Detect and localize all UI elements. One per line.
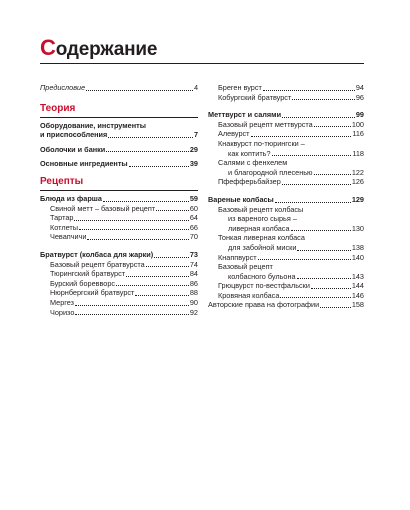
toc-entry[interactable]: Основные ингредиенты 39 <box>40 159 198 169</box>
toc-subentry-line[interactable]: Базовый рецепт <box>218 262 273 272</box>
toc-subentry[interactable]: для забойной миски 138 <box>228 242 364 252</box>
toc-subentry[interactable]: Котлеты 66 <box>50 222 198 232</box>
toc-subentry-line[interactable]: из вареного сырья – <box>228 214 297 224</box>
toc-subentry[interactable]: как коптить? 118 <box>228 148 364 158</box>
toc-subentry[interactable]: Базовый рецепт меттвурста 100 <box>218 119 364 129</box>
toc-subentry[interactable]: Бреген вурст 94 <box>218 83 364 92</box>
title-rule <box>40 63 364 64</box>
toc-entry[interactable]: Вареные колбасы 129 <box>208 194 364 204</box>
toc-right-column <box>208 83 364 310</box>
toc-subentry-line[interactable]: Тонкая ливерная колбаса <box>218 233 305 243</box>
toc-subentry[interactable]: Тартар 64 <box>50 213 198 223</box>
toc-subentry[interactable]: Кровяная колбаса 146 <box>218 290 364 300</box>
toc-entry[interactable]: Оболочки и банки 29 <box>40 144 198 154</box>
toc-subentry[interactable]: Кнаппвурст 140 <box>218 252 364 262</box>
toc-subentry[interactable]: Мергез 90 <box>50 297 198 307</box>
toc-subentry[interactable]: Грюцвурст по-вестфальски 144 <box>218 281 364 291</box>
toc-entry[interactable]: Авторские права на фотографии 158 <box>208 300 364 310</box>
toc-subentry[interactable]: колбасного бульона 143 <box>228 271 364 281</box>
toc-entry[interactable]: Предисловие 4 <box>40 83 198 92</box>
toc-subentry[interactable]: Пфефферьбайзер 126 <box>218 177 364 187</box>
section-heading-recipes: Рецепты <box>40 176 198 191</box>
toc-subentry[interactable]: Базовый рецепт братвурста 74 <box>50 259 198 269</box>
toc-subentry[interactable]: Свиной метт – базовый рецепт 60 <box>50 203 198 213</box>
toc-subentry[interactable]: и благородной плесенью 122 <box>228 167 364 177</box>
title-rest: одержание <box>55 39 158 60</box>
toc-entry[interactable]: Блюда из фарша 59 <box>40 193 198 203</box>
toc-subentry-line[interactable]: Базовый рецепт колбасы <box>218 204 304 214</box>
toc-subentry[interactable]: Бурский боревворс 86 <box>50 278 198 288</box>
toc-entry[interactable]: и приспособления 7 <box>40 130 198 140</box>
toc-subentry-line[interactable]: Кнаквурст по-тюрингски – <box>218 138 305 148</box>
toc-subentry[interactable]: Тюрингский братвурст 84 <box>50 269 198 279</box>
toc-left-column <box>40 83 198 317</box>
toc-subentry[interactable]: Кобургский братвурст 96 <box>218 92 364 102</box>
toc-entry[interactable]: Меттвурст и салями 99 <box>208 110 364 120</box>
toc-subentry[interactable]: Чевапчичи 70 <box>50 232 198 242</box>
toc-subentry[interactable]: Чоризо 92 <box>50 307 198 317</box>
title-initial: С <box>40 35 56 60</box>
section-heading-theory: Теория <box>40 103 198 118</box>
toc-entry-line[interactable]: Оборудование, инструменты <box>40 120 146 130</box>
toc-subentry-line[interactable]: Салями с фенхелем <box>218 158 288 168</box>
toc-entry[interactable]: Братвурст (колбаса для жарки) 73 <box>40 249 198 259</box>
toc-subentry[interactable]: Алевурст 116 <box>218 129 364 139</box>
toc-subentry[interactable]: Нюрнбергский братвурст 88 <box>50 288 198 298</box>
page-title <box>40 37 157 61</box>
toc-subentry[interactable]: ливерная колбаса 130 <box>228 223 364 233</box>
